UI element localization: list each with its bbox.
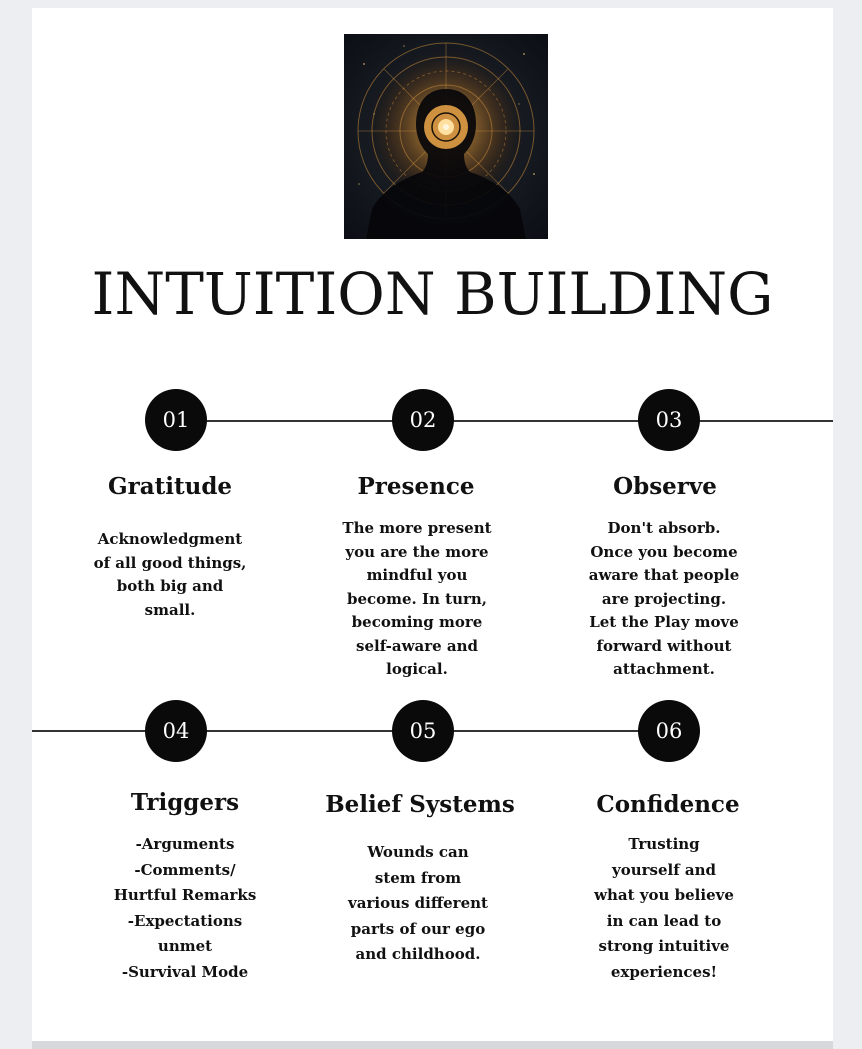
document-page: [32, 8, 833, 1041]
step-number-badge: 03: [638, 389, 700, 451]
head-silhouette-mandala-icon: [344, 34, 548, 239]
step-title: Presence: [357, 473, 475, 500]
hero-image: [344, 34, 548, 239]
step-description: Acknowledgment of all good things, both big and small.: [93, 530, 247, 619]
step-description: Wounds can stem from various different parts of our ego and childhood.: [348, 843, 488, 963]
step-number-badge: 04: [145, 700, 207, 762]
step-number-badge: 02: [392, 389, 454, 451]
step-number-badge: 01: [145, 389, 207, 451]
step-number-badge: 05: [392, 700, 454, 762]
timeline-line-top: [178, 420, 833, 422]
step-description: -Arguments -Comments/ Hurtful Remarks -Expectations unmet -Survival Mode: [113, 835, 257, 981]
step-description: The more present you are the more mindful you become. In turn, becoming more self-aware and logical.: [342, 519, 492, 678]
step-title: Confidence: [596, 791, 740, 818]
page-bottom-edge: [32, 1041, 833, 1049]
step-title: Observe: [613, 473, 717, 500]
step-number-badge: 06: [638, 700, 700, 762]
step-title: Gratitude: [107, 473, 233, 500]
step-description: Don't absorb. Once you become aware that people are projecting. Let the Play move forward without attachment.: [588, 519, 740, 678]
step-title: Triggers: [130, 789, 240, 816]
page-title: INTUITION BUILDING: [91, 260, 774, 328]
timeline-line-bottom: [32, 730, 670, 732]
step-title: Belief Systems: [325, 791, 515, 818]
step-description: Trusting yourself and what you believe in can lead to strong intuitive experiences!: [594, 835, 734, 981]
